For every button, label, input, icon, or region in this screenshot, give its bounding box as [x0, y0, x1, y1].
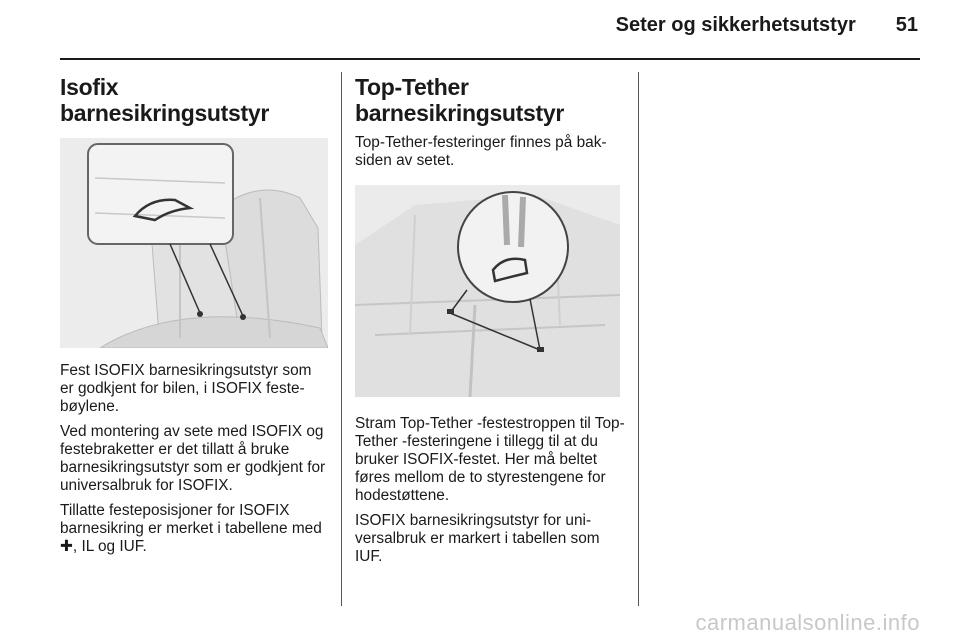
- top-tether-heading: Top-Tether barnesikringsutstyr: [355, 74, 565, 126]
- isofix-paragraph-1: Fest ISOFIX barnesikringsutstyr som er godkjent for bilen, i ISOFIX festebøylene.: [60, 362, 312, 415]
- isofix-illustration: [60, 138, 328, 348]
- isofix-paragraph-2: Ved montering av sete med ISOFIX og festebraketter er det tillatt å bruke barnesikringsutstyr som er godkjent for universalbruk for ISOFIX.: [60, 423, 326, 494]
- isofix-paragraph-3-after: , IL og IUF.: [72, 538, 147, 555]
- top-tether-paragraph-2: ISOFIX barnesikringsutstyr for universalbruk er markert i tabellen som IUF.: [355, 512, 600, 565]
- page-header: [616, 14, 918, 37]
- isofix-paragraph-3: [60, 502, 328, 556]
- section-title: Seter og sikkerhetsutstyr: [615, 14, 856, 36]
- page-number: 51: [895, 14, 918, 36]
- isofix-heading: Isofix barnesikringsutstyr: [60, 74, 270, 126]
- plus-icon: ✚: [60, 538, 73, 555]
- top-tether-column: [355, 74, 627, 566]
- header-rule: [60, 58, 920, 60]
- top-tether-paragraph-1: Stram Top-Tether -festestroppen til Top-Tether -festeringene i tillegg til at du bruker ISOFIX-festet. Her må beltet føres mellom de to styrestengene for hodestøttene.: [355, 415, 625, 504]
- isofix-column: [60, 74, 328, 556]
- column-divider-right: [638, 72, 639, 606]
- top-tether-intro: Top-Tether-festeringer finnes på baksiden av setet.: [355, 134, 607, 169]
- isofix-paragraph-3-before: Tillatte festeposisjoner for ISOFIX barnesikring er merket i tabellene med: [60, 502, 322, 537]
- column-divider-left: [341, 72, 342, 606]
- watermark: carmanualsonline.info: [695, 610, 920, 635]
- top-tether-illustration: [355, 185, 620, 397]
